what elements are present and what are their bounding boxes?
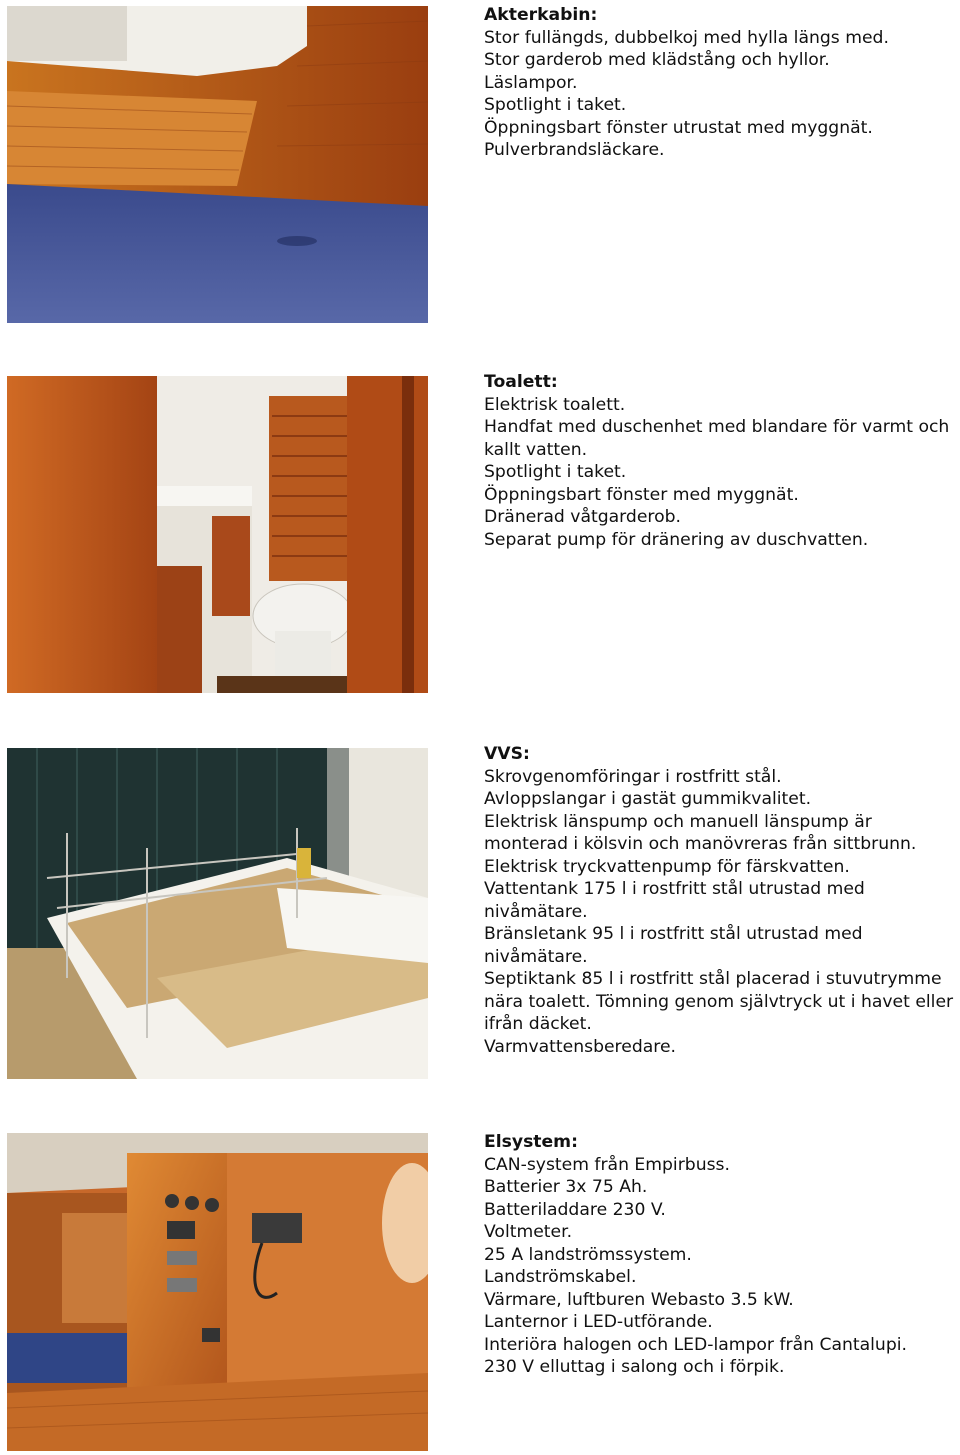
spec-line: Öppningsbart fönster med myggnät. — [484, 484, 799, 505]
photo-aft-cabin — [7, 6, 428, 323]
spec-line: Skrovgenomföringar i rostfritt stål. — [484, 766, 782, 787]
photo-vvs — [7, 748, 428, 1079]
section-heading: Elsystem: — [484, 1132, 578, 1152]
photo-electrical — [7, 1133, 428, 1451]
spec-line: Spotlight i taket. — [484, 95, 627, 115]
section-heading: Toalett: — [484, 372, 558, 392]
spec-line: Voltmeter. — [484, 1222, 573, 1242]
photo-toilet — [7, 376, 428, 693]
spec-line: Separat pump för dränering av duschvatten. — [484, 529, 869, 550]
spec-list — [484, 1154, 954, 1379]
section-toilet — [484, 371, 954, 551]
spec-line: Batterier 3x 75 Ah. — [484, 1177, 648, 1197]
section-heading: VVS: — [484, 744, 530, 764]
section-aft-cabin — [484, 4, 954, 162]
spec-line: Batteriladdare 230 V. — [484, 1199, 666, 1220]
spec-line: Spotlight i taket. — [484, 462, 627, 482]
spec-line: Stor garderob med klädstång och hyllor. — [484, 50, 830, 70]
spec-line: Lanternor i LED-utförande. — [484, 1312, 713, 1332]
spec-line: Öppningsbart fönster utrustat med myggnät. — [484, 117, 873, 138]
spec-line: Elektrisk toalett. — [484, 394, 626, 415]
spec-line: Läslampor. — [484, 72, 578, 93]
spec-list — [484, 27, 954, 162]
spec-line: Dränerad våtgarderob. — [484, 507, 681, 527]
spec-line: Elektrisk länspump och manuell länspump är monterad i kölsvin och manövreras från sittbrunn. — [484, 811, 917, 854]
spec-line: Bränsletank 95 l i rostfritt stål utrustad med nivåmätare. — [484, 924, 863, 967]
spec-line: 230 V elluttag i salong och i förpik. — [484, 1357, 785, 1377]
section-electrical — [484, 1131, 954, 1379]
spec-line: Avloppslangar i gastät gummikvalitet. — [484, 789, 812, 809]
spec-line: Landströmskabel. — [484, 1267, 637, 1287]
spec-line: Septiktank 85 l i rostfritt stål placerad i stuvutrymme nära toalett. Tömning genom självtryck ut i havet eller ifrån däcket. — [484, 969, 954, 1034]
spec-line: Varmvattensberedare. — [484, 1036, 676, 1057]
spec-line: Pulverbrandsläckare. — [484, 140, 665, 160]
spec-line: CAN-system från Empirbuss. — [484, 1154, 730, 1175]
section-heading: Akterkabin: — [484, 5, 598, 25]
spec-list — [484, 394, 954, 552]
spec-line: Elektrisk tryckvattenpump för färskvatten. — [484, 856, 850, 877]
spec-line: Interiöra halogen och LED-lampor från Cantalupi. — [484, 1334, 907, 1355]
spec-line: Handfat med duschenhet med blandare för varmt och kallt vatten. — [484, 417, 950, 460]
spec-line: Värmare, luftburen Webasto 3.5 kW. — [484, 1289, 794, 1310]
spec-line: Vattentank 175 l i rostfritt stål utrustad med nivåmätare. — [484, 879, 865, 922]
spec-line: Stor fullängds, dubbelkoj med hylla längs med. — [484, 27, 889, 48]
spec-list — [484, 766, 954, 1059]
spec-line: 25 A landströmssystem. — [484, 1244, 692, 1265]
section-vvs — [484, 743, 954, 1058]
